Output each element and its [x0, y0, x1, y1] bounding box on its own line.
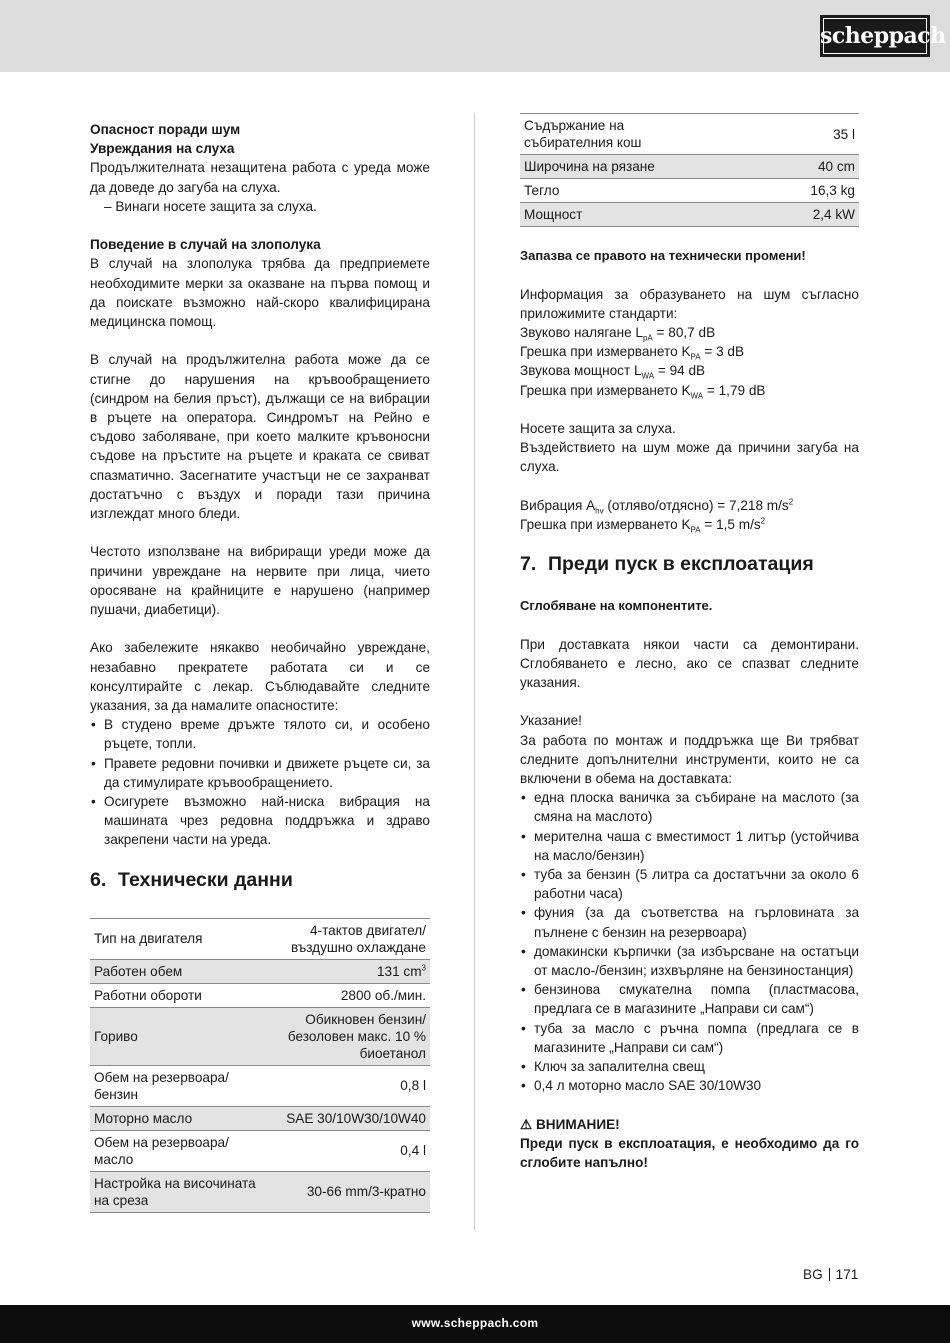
sound-pressure [520, 323, 859, 342]
table-label: Работни обороти [90, 983, 260, 1007]
noise-info: Информация за образуването на шум съгласно приложимите стандарти: [520, 286, 859, 321]
text: (отляво/отдясно) = 7,218 m/s [603, 497, 789, 513]
sound-power-error [520, 381, 859, 400]
table-label: Настройка на височината на среза [90, 1171, 260, 1212]
vibration-paragraph-1: В случай на продължителна работа може да се стигне до нарушения на кръвообращението (синдром на белия пръст), дължащи се на вибрации в ръцете на оператора. Синдромът на Рейно е съдово заболяване, при което малките кръвоносни съдове на пръстите на ръцете и краката се свиват спазматично. Засегнатите участъци не се захранват достатъчно с въздух и поради тази причина изглеждат много бледи. [90, 352, 430, 522]
list-item: • една плоска ваничка за събиране на маслото (за смяна на маслото) [520, 788, 859, 826]
noise-heading-1: Опасност поради шум [90, 122, 241, 137]
table-row [520, 203, 859, 227]
table-value: 0,4 l [260, 1130, 430, 1171]
list-item: • туба за бензин (5 литра са достатъчни за около 6 работни часа) [520, 865, 859, 903]
table-row [90, 1007, 430, 1065]
vibration-error [520, 515, 859, 534]
table-value: SAE 30/10W30/10W40 [260, 1106, 430, 1130]
column-divider [474, 113, 475, 1230]
footer-url[interactable]: www.scheppach.com [411, 1316, 539, 1330]
noise-instruction: – Винаги носете защита за слуха. [104, 198, 317, 214]
text: Звукова мощност L [520, 363, 642, 379]
table-value: 40 cm [670, 155, 859, 179]
tech-data-table [90, 918, 430, 1213]
list-item: • домакински кърпички (за избърсване на остатъци от масло-/бензин; изхвърляне на бензиностанция) [520, 942, 859, 980]
table-label: Тип на двигателя [90, 918, 260, 959]
text: Вибрация A [520, 497, 596, 513]
text: = 1,79 dB [703, 382, 766, 398]
noise-effect: Въздействието на шум може да причини загуба на слуха. [520, 440, 859, 475]
table-row [90, 918, 430, 959]
warning-icon: ⚠ [520, 1116, 533, 1132]
list-item: • фуния (за да съответства на гърловината за пълнене с бензин на резервоара) [520, 903, 859, 941]
table-value: Обикновен бензин/ безоловен макс. 10 % биоетанол [260, 1007, 430, 1065]
list-item: • Осигурете възможно най-ниска вибрация на машината чрез редовна поддръжка и здраво закрепени части на уреда. [90, 792, 430, 850]
text: = 1,5 m/s [700, 516, 761, 532]
text: Звуково налягане L [520, 324, 643, 340]
text: Грешка при измерването K [520, 516, 691, 532]
table-value: 30-66 mm/3-кратно [260, 1171, 430, 1212]
table-row [90, 1106, 430, 1130]
value-text: 131 cm [376, 963, 422, 979]
table-value [260, 959, 430, 983]
reserve-notice: Запазва се правото на технически промени! [520, 248, 806, 264]
left-column [90, 120, 430, 1213]
subscript: PA [690, 525, 701, 535]
table-label: Тегло [520, 179, 670, 203]
table-label: Обем на резервоара/ масло [90, 1130, 260, 1171]
vibration-paragraph-3: Ако забележите някакво необичайно увреждане, незабавно прекратете работата си и се консултирайте с лекар. Съблюдавайте следните указания, за да намалите опасностите: [90, 640, 430, 714]
list-item: • В студено време дръжте тялото си, и особено ръцете, топли. [90, 715, 430, 753]
section-7-heading [520, 552, 859, 576]
vibration-value [520, 496, 859, 515]
footer-bar [0, 1305, 950, 1343]
superscript: 2 [760, 516, 766, 526]
right-column [520, 113, 859, 1172]
list-item: • Ключ за запалителна свещ [520, 1057, 859, 1076]
table-row [90, 1171, 430, 1212]
accident-paragraph: В случай на злополука трябва да предприемете необходимите мерки за оказване на първа помощ и да поискате възможно най-скоро квалифицирана медицинска помощ. [90, 256, 430, 330]
text: = 94 dB [654, 363, 706, 379]
sound-power [520, 361, 859, 380]
section-number: 7. [520, 553, 537, 576]
noise-heading-2: Увреждания на слуха [90, 141, 235, 157]
accident-heading: Поведение в случай на злополука [90, 237, 321, 253]
warning-paragraph: Преди пуск в експлоатация, е необходимо да го сглобите напълно! [520, 1135, 859, 1171]
table-row [520, 114, 859, 155]
subscript: hv [595, 506, 604, 516]
page-number-value: 171 [835, 1267, 859, 1282]
header-bar [0, 0, 950, 72]
noise-paragraph: Продължителната незащитена работа с уреда може да доведе до загуба на слуха. [90, 160, 430, 195]
vibration-paragraph-2: Честото използване на вибриращи уреди може да причини увреждане на нервите при лица, чието оросяване на крайниците е нарушено (например пушачи, диабетици). [90, 544, 430, 618]
table-label: Мощност [520, 203, 670, 227]
section-title: Преди пуск в експлоатация [548, 553, 814, 576]
sound-pressure-error [520, 342, 859, 361]
table-label: Съдържание на събирателния кош [520, 114, 670, 155]
subscript: WA [690, 391, 704, 401]
table-value: 2,4 kW [670, 203, 859, 227]
table-row [90, 1130, 430, 1171]
value-superscript: 3 [421, 963, 426, 973]
brand-logo [820, 15, 946, 57]
table-label: Широчина на рязане [520, 155, 670, 179]
note-heading: Указание! [520, 713, 582, 729]
table-row [90, 983, 430, 1007]
list-item: • туба за масло с ръчна помпа (предлага се в магазините „Направи си сам“) [520, 1019, 859, 1057]
section-title: Технически данни [118, 868, 293, 891]
section-number: 6. [90, 868, 107, 891]
text: = 3 dB [700, 344, 745, 360]
text: = 80,7 dB [652, 324, 716, 340]
brand-name: scheppach [820, 23, 946, 49]
ear-protection: Носете защита за слуха. [520, 420, 676, 436]
note-paragraph: За работа по монтаж и поддръжка ще Ви трябват следните допълнителни инструменти, които не са включени в обема на доставката: [520, 732, 859, 786]
section-6-heading [90, 868, 430, 892]
assembly-paragraph: При доставката някои части са демонтирани. Сглобяването е лесно, ако се спазват следните указания. [520, 636, 859, 690]
list-item: • Правете редовни почивки и движете ръцете си, за да стимулирате кръвообращението. [90, 754, 430, 792]
tools-list [520, 788, 859, 1095]
table-row [520, 179, 859, 203]
subscript: pA [642, 333, 653, 343]
table-label: Обем на резервоара/ бензин [90, 1065, 260, 1106]
table-row [520, 155, 859, 179]
table-label: Работен обем [90, 959, 260, 983]
table-value: 0,8 l [260, 1065, 430, 1106]
text: Грешка при измерването K [520, 344, 691, 360]
warning-heading [520, 1115, 859, 1134]
subscript: WA [641, 372, 655, 382]
assembly-heading: Сглобяване на компонентите. [520, 598, 713, 614]
text: Грешка при измерването K [520, 382, 691, 398]
table-value: 16,3 kg [670, 179, 859, 203]
table-value: 4-тактов двигател/ въздушно охлаждане [260, 918, 430, 959]
table-value: 35 l [670, 114, 859, 155]
table-row [90, 1065, 430, 1106]
table-label: Гориво [90, 1007, 260, 1065]
warning-label: ВНИМАНИЕ! [535, 1116, 620, 1132]
page-number [803, 1265, 858, 1284]
separator [829, 1268, 830, 1281]
table-row [90, 959, 430, 983]
superscript: 2 [788, 497, 794, 507]
table-value: 2800 об./мин. [260, 983, 430, 1007]
tech-data-table-continued [520, 113, 859, 227]
subscript: PA [690, 352, 701, 362]
logo-frame [823, 18, 927, 54]
list-item: • бензинова смукателна помпа (пластмасова, предлага се в магазините „Направи си сам“) [520, 980, 859, 1018]
list-item: • мерителна чаша с вместимост 1 литър (устойчива на масло/бензин) [520, 827, 859, 865]
page-language: BG [803, 1267, 823, 1282]
table-label: Моторно масло [90, 1106, 260, 1130]
list-item: • 0,4 л моторно масло SAE 30/10W30 [520, 1076, 859, 1095]
safety-list [90, 715, 430, 849]
